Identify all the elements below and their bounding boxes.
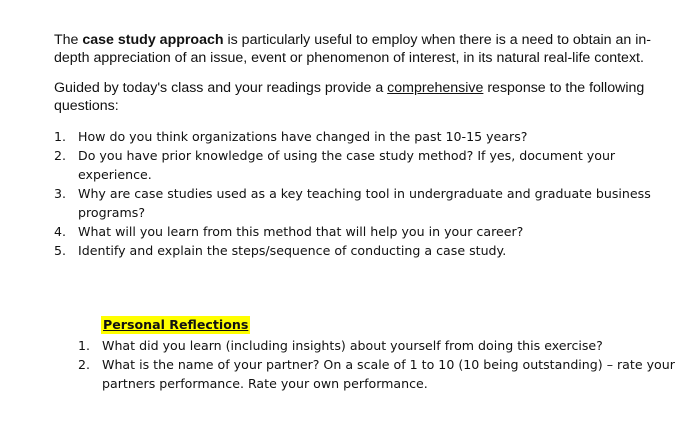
intro-p1-bold: case study approach [82, 32, 224, 48]
list-item-number: 5. [54, 243, 67, 258]
list-item-number: 2. [54, 148, 67, 163]
list-item [54, 127, 680, 146]
list-item-text: What did you learn (including insights) about yourself from doing this exercise? [102, 338, 603, 353]
list-item [54, 222, 680, 241]
list-item [54, 184, 680, 222]
list-item [54, 241, 680, 260]
list-item-text: What is the name of your partner? On a scale of 1 to 10 (10 being outstanding) – rate your partners performance. Rate your own performance. [102, 357, 675, 391]
instructions-underlined: comprehensive [387, 80, 484, 96]
question-list [54, 127, 680, 260]
intro-p1-lead: The [54, 32, 83, 48]
list-item-number: 4. [54, 224, 67, 239]
reflection-question-list [78, 336, 678, 393]
list-item [54, 146, 680, 184]
list-item [78, 336, 678, 355]
instructions-paragraph [54, 79, 680, 115]
list-item [78, 355, 678, 393]
instructions-rest: response to the following questions: [54, 80, 645, 114]
intro-paragraph [54, 31, 680, 67]
instructions-lead: Guided by today's class and your readings provide a [54, 80, 388, 96]
list-item-text: Identify and explain the steps/sequence of conducting a case study. [78, 243, 507, 258]
section-heading-personal-reflections: Personal Reflections [103, 317, 249, 332]
intro-p1-rest: is particularly useful to employ when there is a need to obtain an in-depth appreciation of an issue, event or phenomenon of interest, in its natural real-life context. [54, 32, 651, 66]
list-item-text: How do you think organizations have changed in the past 10-15 years? [78, 129, 528, 144]
list-item-number: 1. [78, 338, 91, 353]
list-item-text: Why are case studies used as a key teaching tool in undergraduate and graduate business programs? [78, 186, 651, 220]
list-item-number: 1. [54, 129, 67, 144]
list-item-number: 2. [78, 357, 91, 372]
list-item-number: 3. [54, 186, 67, 201]
list-item-text: Do you have prior knowledge of using the case study method? If yes, document your experience. [78, 148, 616, 182]
list-item-text: What will you learn from this method that will help you in your career? [78, 224, 524, 239]
